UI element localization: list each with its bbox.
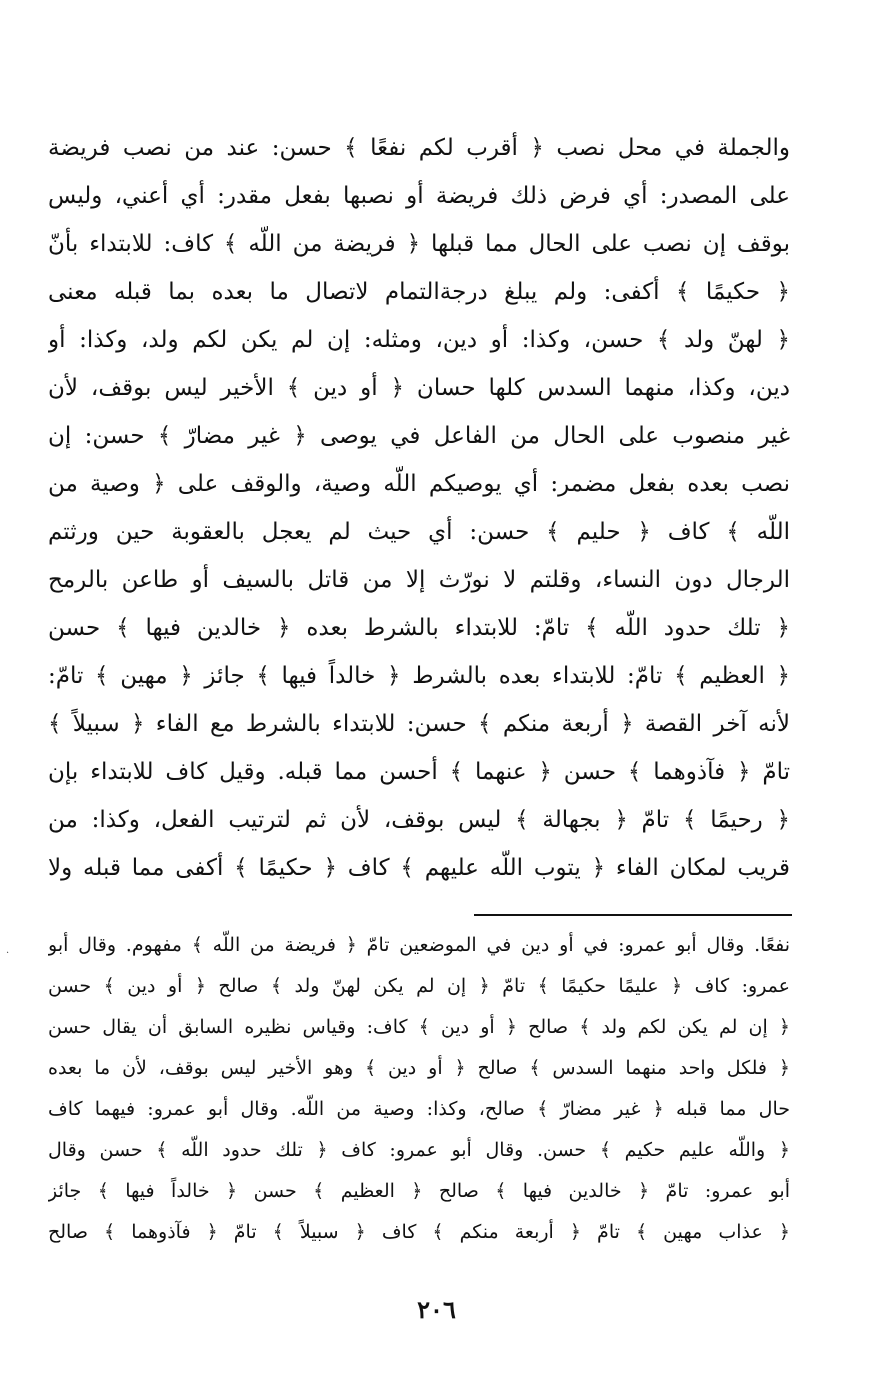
footnote-line: ﴿ واللّه عليم حكيم ﴾ حسن. وقال أبو عمرو: كاف ﴿ تلك حدود اللّه ﴾ حسن وقال — [48, 1139, 790, 1161]
footnote-line: حال مما قبله ﴿ غير مضارّ ﴾ صالح، وكذا: وصية من اللّه. وقال أبو عمرو: فيهما كاف — [48, 1098, 790, 1120]
footnote-separator — [474, 914, 792, 916]
main-text-line: ﴿ العظيم ﴾ تامّ: للابتداء بعده بالشرط ﴿ خالداً فيها ﴾ جائز ﴿ مهين ﴾ تامّ: — [48, 663, 790, 689]
main-text-line: لأنه آخر القصة ﴿ أربعة منكم ﴾ حسن: للابتداء بالشرط مع الفاء ﴿ سبيلاً ﴾ — [48, 711, 790, 737]
footnote-line: عمرو: كاف ﴿ عليمًا حكيمًا ﴾ تامّ ﴿ إن لم يكن لهنّ ولد ﴾ صالح ﴿ أو دين ﴾ حسن — [48, 975, 790, 997]
main-text-line: على المصدر: أي فرض ذلك فريضة أو نصبها بفعل مقدر: أي أعني، وليس — [48, 183, 790, 209]
footnote-line: أبو عمرو: تامّ ﴿ خالدين فيها ﴾ صالح ﴿ العظيم ﴾ حسن ﴿ خالداً فيها ﴾ جائز — [48, 1180, 790, 1202]
main-text-line: ﴿ حكيمًا ﴾ أكفى: ولم يبلغ درجةالتمام لاتصال ما بعده بما قبله معنى — [48, 279, 790, 305]
footnote-line: نفعًا. وقال أبو عمرو: في أو دين في الموضعين تامّ ﴿ فريضة من اللّه ﴾ مفهوم. وقال أبو — [48, 934, 790, 956]
main-text-line: تامّ ﴿ فآذوهما ﴾ حسن ﴿ عنهما ﴾ أحسن مما قبله. وقيل كاف للابتداء بإن — [48, 759, 790, 785]
main-text-block — [48, 124, 790, 892]
main-text-line: دين، وكذا، منهما السدس كلها حسان ﴿ أو دين ﴾ الأخير ليس بوقف، لأن — [48, 375, 790, 401]
main-text-line: نصب بعده بفعل مضمر: أي يوصيكم اللّه وصية، والوقف على ﴿ وصية من — [48, 471, 790, 497]
margin-mark: · — [6, 948, 10, 959]
main-text-line: غير منصوب على الحال من الفاعل في يوصى ﴿ غير مضارّ ﴾ حسن: إن — [48, 423, 790, 449]
main-text-line: ﴿ رحيمًا ﴾ تامّ ﴿ بجهالة ﴾ ليس بوقف، لأن ثم لترتيب الفعل، وكذا: من — [48, 807, 790, 833]
footnote-line: ﴿ فلكل واحد منهما السدس ﴾ صالح ﴿ أو دين ﴾ وهو الأخير ليس بوقف، لأن ما بعده — [48, 1057, 790, 1079]
main-text-line: ﴿ لهنّ ولد ﴾ حسن، وكذا: أو دين، ومثله: إن لم يكن لكم ولد، وكذا: أو — [48, 327, 790, 353]
main-text-line: الرجال دون النساء، وقلتم لا نورّث إلا من قاتل بالسيف أو طاعن بالرمح — [48, 567, 790, 593]
footnotes-block — [48, 925, 790, 1253]
footnote-line: ﴿ عذاب مهين ﴾ تامّ ﴿ أربعة منكم ﴾ كاف ﴿ سبيلاً ﴾ تامّ ﴿ فآذوهما ﴾ صالح — [48, 1221, 790, 1243]
main-text-line: بوقف إن نصب على الحال مما قبلها ﴿ فريضة من اللّه ﴾ كاف: للابتداء بأنّ — [48, 231, 790, 257]
main-text-line: اللّه ﴾ كاف ﴿ حليم ﴾ حسن: أي حيث لم يعجل بالعقوبة حين ورثتم — [48, 519, 790, 545]
main-text-line: قريب لمكان الفاء ﴿ يتوب اللّه عليهم ﴾ كاف ﴿ حكيمًا ﴾ أكفى مما قبله ولا — [48, 855, 790, 881]
main-text-line: والجملة في محل نصب ﴿ أقرب لكم نفعًا ﴾ حسن: عند من نصب فريضة — [48, 135, 790, 161]
footnote-line: ﴿ إن لم يكن لكم ولد ﴾ صالح ﴿ أو دين ﴾ كاف: وقياس نظيره السابق أن يقال حسن — [48, 1016, 790, 1038]
page-number: ٢٠٦ — [417, 1295, 456, 1324]
main-text-line: ﴿ تلك حدود اللّه ﴾ تامّ: للابتداء بالشرط بعده ﴿ خالدين فيها ﴾ حسن — [48, 615, 790, 641]
